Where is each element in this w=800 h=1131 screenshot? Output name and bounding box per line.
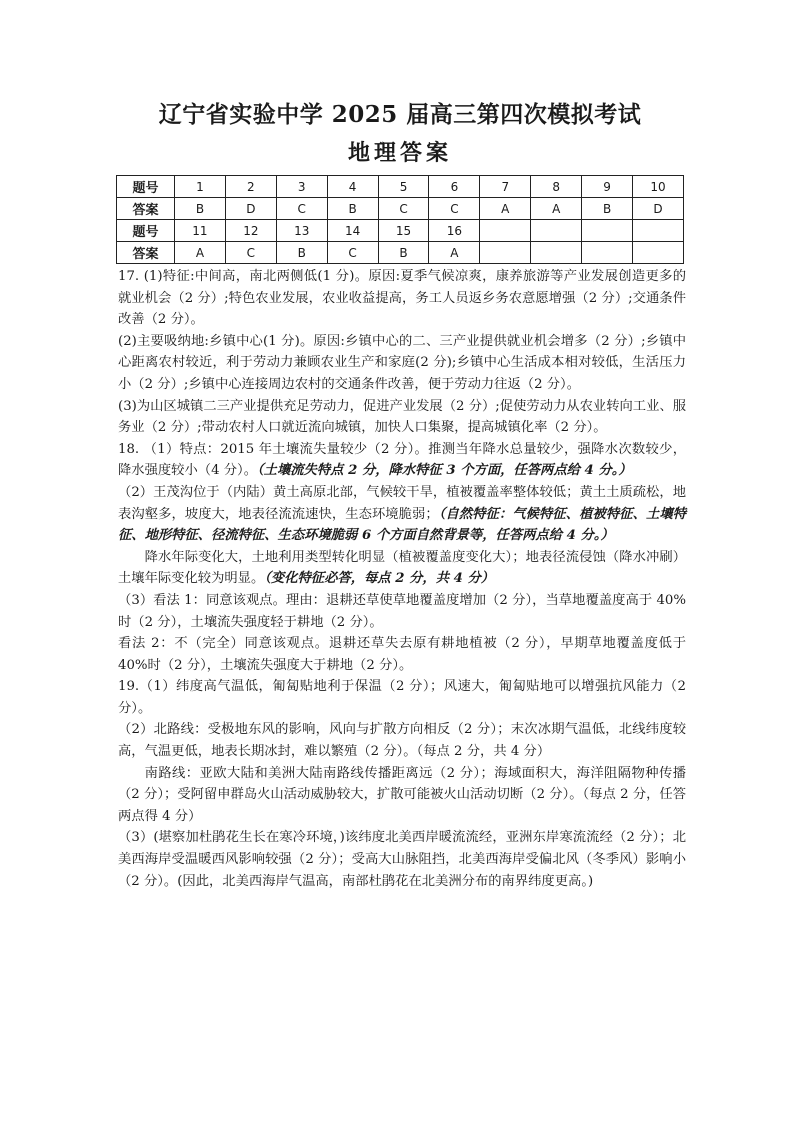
answer-cell: B (378, 242, 429, 264)
answer-cell: C (276, 198, 327, 220)
answer-cell: C (429, 198, 480, 220)
answer-cell: D (633, 198, 684, 220)
answer-cell: B (327, 198, 378, 220)
answer-cell: C (327, 242, 378, 264)
table-row (117, 176, 684, 198)
scoring-note: （土壤流失特点 2 分，降水特征 3 个方面，任答两点给 4 分。） (257, 463, 632, 479)
row-label-question: 题号 (117, 176, 175, 198)
paragraph-text: 19.（1）纬度高气温低，匍匐贴地利于保温（2 分）；风速大，匍匐贴地可以增强抗风能力（2 分）。 (118, 679, 686, 716)
paragraph-text: （2）北路线：受极地东风的影响，风向与扩散方向相反（2 分）；末次冰期气温低，北线纬度较高，气温更低，地表长期冰封，难以繁殖（2 分）。（每点 2 分，共 4 分） (118, 722, 686, 760)
row-label-question: 题号 (117, 220, 175, 242)
question-number-cell: 2 (225, 176, 276, 198)
question-number-cell: 11 (175, 220, 226, 242)
answer-cell (633, 242, 684, 264)
question-number-cell: 3 (276, 176, 327, 198)
question-number-cell: 14 (327, 220, 378, 242)
question-number-cell: 15 (378, 220, 429, 242)
question-number-cell: 5 (378, 176, 429, 198)
answer-cell: A (531, 198, 582, 220)
question-number-cell: 9 (582, 176, 633, 198)
paragraph-text: 17. (1)特征:中间高，南北两侧低(1 分)。原因:夏季气候凉爽，康养旅游等产业发展创造更多的就业机会（2 分）;特色农业发展，农业收益提高，务工人员返乡务农意愿增强（2 分）;交通条件改善（2 分）。 (118, 269, 686, 328)
question-number-cell (633, 220, 684, 242)
answer-paragraph (118, 719, 686, 762)
answer-paragraph (118, 331, 686, 396)
answer-paragraph (118, 827, 686, 892)
scoring-note: （自然特征：气候特征、植被特征、土壤特征、地形特征、径流特征、生态环境脆弱 6 个方面自然背景等，任答两点给 4 分。） (118, 506, 686, 544)
answer-paragraph (118, 396, 686, 439)
question-number-cell: 8 (531, 176, 582, 198)
paragraph-text: (2)主要吸纳地:乡镇中心(1 分)。原因:乡镇中心的二、三产业提供就业机会增多（2 分）;乡镇中心距离农村较近，利于劳动力兼顾农业生产和家庭(2 分);乡镇中心生活成本相对较低，生活压力小（2 分）;乡镇中心连接周边农村的交通条件改善，便于劳动力往返（2 分）。 (118, 333, 686, 392)
answer-cell: A (429, 242, 480, 264)
row-label-answer: 答案 (117, 198, 175, 220)
answer-paragraph (118, 633, 686, 676)
answer-cell: C (378, 198, 429, 220)
answer-cell: A (480, 198, 531, 220)
row-label-answer: 答案 (117, 242, 175, 264)
question-number-cell: 16 (429, 220, 480, 242)
table-row (117, 198, 684, 220)
answer-cell (480, 242, 531, 264)
question-number-cell (582, 220, 633, 242)
paragraph-text: 南路线：亚欧大陆和美洲大陆南路线传播距离远（2 分）；海域面积大，海洋阻隔物种传播（2 分）；受阿留申群岛火山活动威胁较大，扩散可能被火山活动切断（2 分）。（每点 2 分，任答两点得 4 分） (118, 765, 686, 824)
answer-cell: A (175, 242, 226, 264)
answer-cell: B (276, 242, 327, 264)
answer-cell (582, 242, 633, 264)
question-number-cell: 6 (429, 176, 480, 198)
answer-paragraph (118, 266, 686, 331)
question-number-cell (531, 220, 582, 242)
page-title: 辽宁省实验中学 2025 届高三第四次模拟考试 (158, 101, 642, 128)
question-number-cell: 4 (327, 176, 378, 198)
question-number-cell: 12 (225, 220, 276, 242)
table-row (117, 242, 684, 264)
answer-paragraph (118, 547, 686, 590)
answer-cell: B (175, 198, 226, 220)
answer-cell (531, 242, 582, 264)
answer-paragraph (118, 590, 686, 633)
paragraph-text: （3）看法 1：同意该观点。理由：退耕还草使草地覆盖度增加（2 分），当草地覆盖度高于 40%时（2 分），土壤流失强度轻于耕地（2 分）。 (118, 592, 686, 630)
answer-cell: B (582, 198, 633, 220)
paragraph-text: 看法 2：不（完全）同意该观点。退耕还草失去原有耕地植被（2 分），早期草地覆盖度低于 40%时（2 分），土壤流失强度大于耕地（2 分）。 (118, 636, 686, 673)
page-subtitle: 地理答案 (347, 140, 452, 166)
question-number-cell: 7 (480, 176, 531, 198)
answer-explanations (118, 266, 686, 892)
question-number-cell (480, 220, 531, 242)
answer-paragraph (118, 439, 686, 482)
paragraph-text: （3）(堪察加杜鹃花生长在寒冷环境，)该纬度北美西岸暖流流经，亚洲东岸寒流流经（2 分）；北美西海岸受温暖西风影响较强（2 分）；受高大山脉阻挡，北美西海岸受偏北风（冬季风）影响小（2 分）。(因此，北美西海岸气温高，南部杜鹃花在北美洲分布的南界纬度更高。) (118, 830, 686, 889)
paragraph-text: (3)为山区城镇二三产业提供充足劳动力，促进产业发展（2 分）;促使劳动力从农业转向工业、服务业（2 分）;带动农村人口就近流向城镇，加快人口集聚，提高城镇化率（2 分）。 (118, 398, 686, 436)
question-number-cell: 1 (175, 176, 226, 198)
paragraph-text: （2）王茂沟位于（内陆）黄土高原北部，气候较干旱，植被覆盖率整体较低；黄土土质疏松，地表沟壑多，坡度大，地表径流流速快，生态环境脆弱； (118, 484, 686, 522)
paragraph-text: 降水年际变化大，土地利用类型转化明显（植被覆盖度变化大）；地表径流侵蚀（降水冲刷）土壤年际变化较为明显。 (118, 549, 686, 587)
question-number-cell: 13 (276, 220, 327, 242)
answer-table (116, 175, 684, 264)
paragraph-text: 18. （1）特点：2015 年土壤流失量较少（2 分）。推测当年降水总量较少，强降水次数较少，降水强度较小（4 分）。 (118, 441, 686, 479)
answer-cell: C (225, 242, 276, 264)
question-number-cell: 10 (633, 176, 684, 198)
table-row (117, 220, 684, 242)
answer-paragraph (118, 763, 686, 828)
scoring-note: （变化特征必答，每点 2 分，共 4 分） (264, 571, 495, 587)
answer-cell: D (225, 198, 276, 220)
answer-paragraph (118, 676, 686, 719)
answer-paragraph (118, 482, 686, 547)
